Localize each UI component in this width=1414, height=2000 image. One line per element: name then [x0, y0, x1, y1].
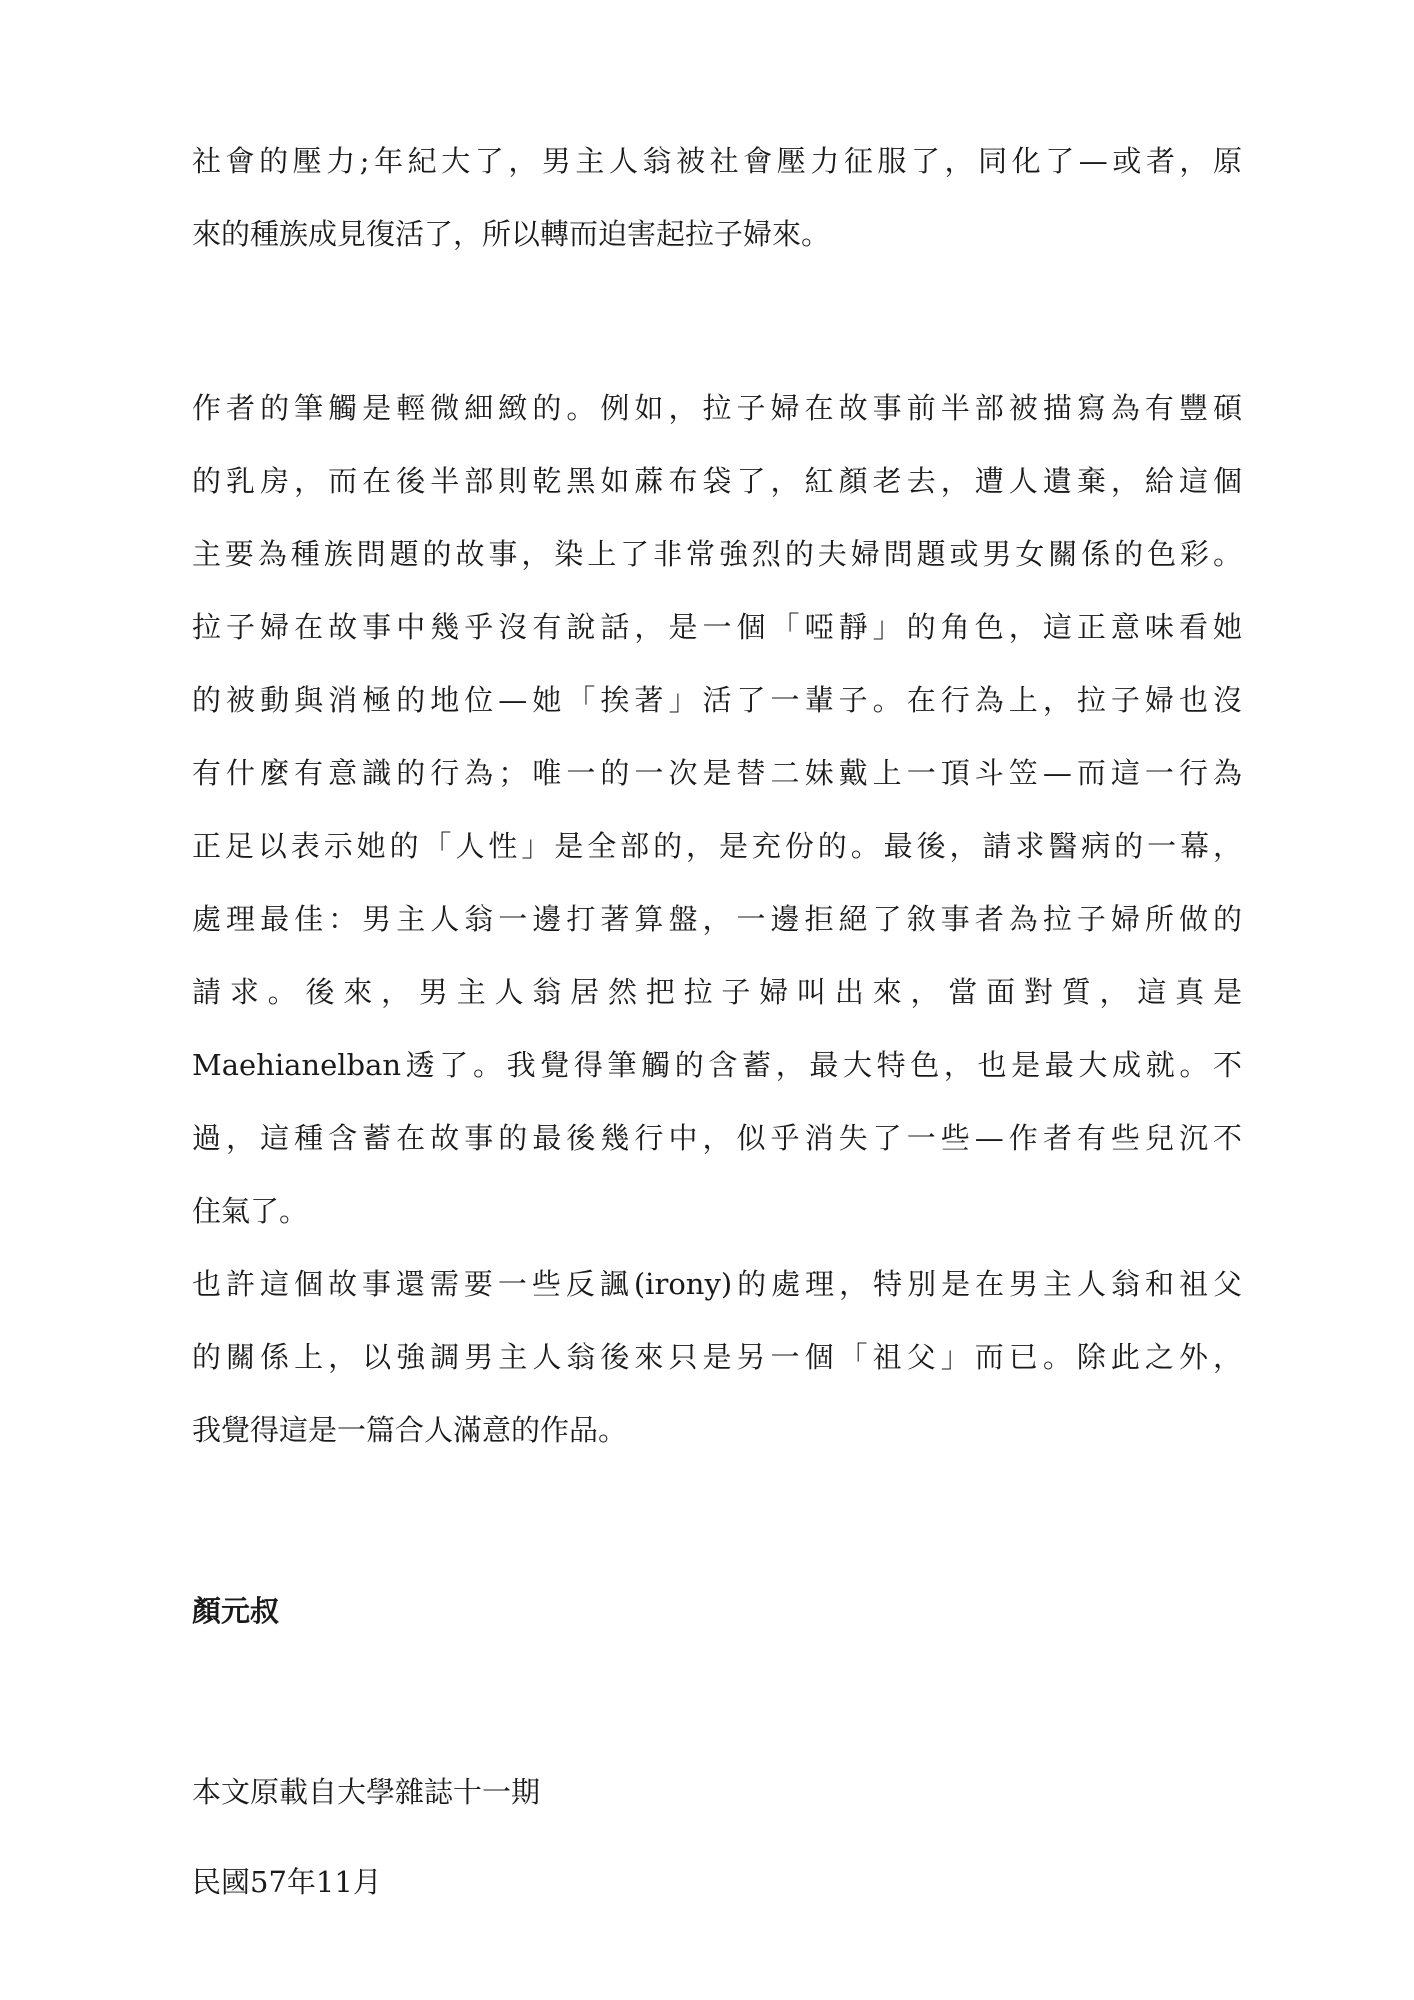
paragraph-2-line-7: 正足以表示她的「人性」是全部的，是充份的。最後，請求醫病的一幕，: [192, 829, 1242, 863]
paragraph-3-line-2: 的關係上，以強調男主人翁後來只是另一個「祖父」而已。除此之外，: [192, 1340, 1242, 1374]
paragraph-2-line-6: 有什麼有意識的行為；唯一的一次是替二妹戴上一頂斗笠—而這一行為: [192, 756, 1242, 790]
paragraph-2-line-3: 主要為種族問題的故事，染上了非常強烈的夫婦問題或男女關係的色彩。: [192, 537, 1242, 571]
paragraph-2-line-1: 作者的筆觸是輕微細緻的。例如，拉子婦在故事前半部被描寫為有豐碩: [192, 391, 1242, 425]
author-name: 顏元叔: [192, 1594, 280, 1628]
paragraph-2-line-4: 拉子婦在故事中幾乎沒有說話，是一個「啞靜」的角色，這正意味看她: [192, 610, 1242, 644]
paragraph-3-line-1: 也許這個故事還需要一些反諷(irony)的處理，特別是在男主人翁和祖父: [192, 1267, 1242, 1301]
paragraph-2-line-12: 住氣了。: [192, 1194, 309, 1228]
date-note: 民國57年11月: [192, 1865, 382, 1899]
paragraph-2-line-11: 過，這種含蓄在故事的最後幾行中，似乎消失了一些—作者有些兒沉不: [192, 1121, 1242, 1155]
paragraph-2-line-10: Maehianelban透了。我覺得筆觸的含蓄，最大特色，也是最大成就。不: [192, 1048, 1242, 1082]
source-note: 本文原載自大學雜誌十一期: [192, 1775, 541, 1809]
paragraph-1-line-1: 社會的壓力;年紀大了，男主人翁被社會壓力征服了，同化了—或者，原: [192, 144, 1242, 178]
paragraph-2-line-5: 的被動與消極的地位—她「挨著」活了一輩子。在行為上，拉子婦也沒: [192, 683, 1242, 717]
paragraph-1-line-2: 來的種族成見復活了，所以轉而迫害起拉子婦來。: [192, 217, 831, 251]
paragraph-2-line-8: 處理最佳：男主人翁一邊打著算盤，一邊拒絕了敘事者為拉子婦所做的: [192, 902, 1242, 936]
paragraph-2-line-2: 的乳房，而在後半部則乾黑如蔴布袋了，紅顏老去，遭人遺棄，給這個: [192, 464, 1242, 498]
paragraph-3-line-3: 我覺得這是一篇合人滿意的作品。: [192, 1413, 628, 1447]
paragraph-2-line-9: 請求。後來，男主人翁居然把拉子婦叫出來，當面對質，這真是: [192, 975, 1242, 1009]
